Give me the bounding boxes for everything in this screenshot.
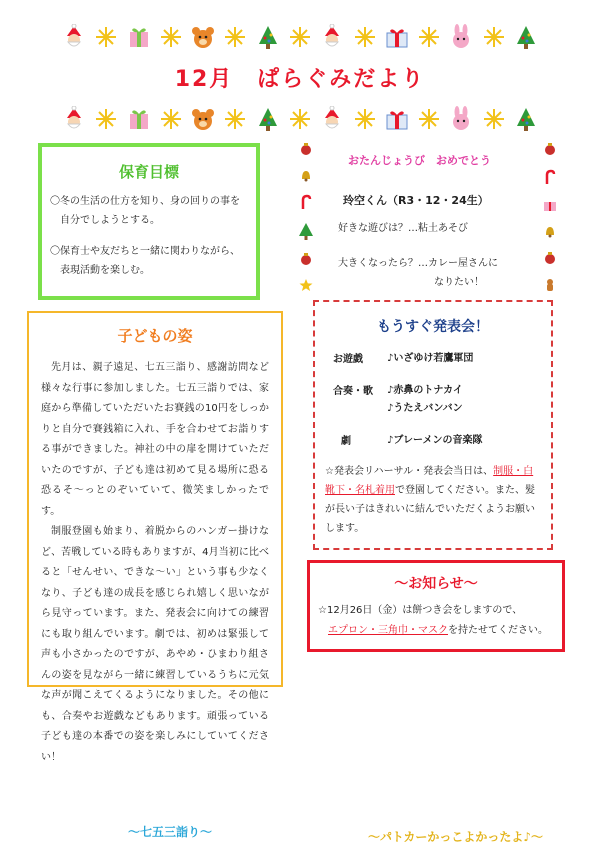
rabbit-icon <box>447 23 475 51</box>
program-item: ♪いざゆけ若鷹軍団 <box>387 353 474 364</box>
sparkle-icon <box>480 23 508 51</box>
gift-icon <box>543 198 557 212</box>
sparkle-icon <box>286 23 314 51</box>
goal-box <box>38 143 260 300</box>
birthday-heading: おたんじょうび おめでとう <box>348 154 491 167</box>
goal-item-2 <box>50 242 256 280</box>
recital-note-highlight: 制服・白靴下・名札着用 <box>325 466 534 496</box>
photo-caption-right: ～パトカーかっこよかったよ♪～ <box>368 830 544 844</box>
kids-box <box>27 311 283 763</box>
program-label: 劇 <box>341 436 351 447</box>
birthday-section <box>298 142 562 292</box>
goal-item-2-line-2: 表現活動を楽しむ。 <box>60 265 150 276</box>
decor-row-bottom <box>60 102 540 136</box>
bauble-icon <box>543 251 557 265</box>
sparkle-icon <box>351 105 379 133</box>
recital-note-text: ☆発表会リハーサル・発表会当日は、 <box>325 466 494 477</box>
santa-icon <box>318 23 346 51</box>
sparkle-icon <box>286 105 314 133</box>
tree-icon <box>254 105 282 133</box>
program-row <box>333 382 551 418</box>
gingerbread-icon <box>543 278 557 292</box>
tree-icon <box>298 222 314 240</box>
sparkle-icon <box>92 23 120 51</box>
birthday-question-1: 好きな遊びは？…粘土あそび <box>338 223 468 234</box>
gift-icon <box>125 23 153 51</box>
santa-icon <box>318 105 346 133</box>
sparkle-icon <box>480 105 508 133</box>
santa-icon <box>60 23 88 51</box>
candy-cane-icon <box>543 169 557 185</box>
sparkle-icon <box>415 105 443 133</box>
gift-icon <box>125 105 153 133</box>
notice-heading: ～お知らせ～ <box>394 576 478 592</box>
sparkle-icon <box>415 23 443 51</box>
page-title: 12月 ぱらぐみだより <box>174 67 426 92</box>
program-item: ♪うたえバンバン <box>387 403 463 414</box>
photo-caption-left: ～七五三詣り～ <box>128 825 213 839</box>
recital-note <box>325 462 541 538</box>
notice-line-2 <box>318 621 554 641</box>
program-item: ♪ブレーメンの音楽隊 <box>387 435 483 446</box>
star-icon <box>299 278 313 292</box>
recital-note-text-end: で登園してください。また、髪が長い子はきれいに結んでいただくようお願いします。 <box>325 485 535 534</box>
santa-icon <box>60 105 88 133</box>
present-icon <box>383 105 411 133</box>
goal-heading: 保育目標 <box>118 163 179 181</box>
recital-heading: もうすぐ発表会！ <box>377 319 489 335</box>
goal-item-1 <box>50 192 256 230</box>
notice-box <box>307 560 565 652</box>
kids-heading: 子どもの姿 <box>117 327 193 345</box>
bauble-icon <box>299 142 313 156</box>
birthday-question-2 <box>338 254 498 292</box>
present-icon <box>383 23 411 51</box>
program-row <box>333 350 551 368</box>
sparkle-icon <box>157 23 185 51</box>
bell-icon <box>299 168 313 182</box>
recital-box <box>313 300 553 550</box>
program-label: お遊戯 <box>333 354 363 365</box>
bell-icon <box>543 224 557 238</box>
program-row <box>341 432 551 450</box>
notice-highlight: エプロン・三角巾・マスク <box>328 625 448 636</box>
decor-row-top <box>60 20 540 54</box>
candy-cane-icon <box>299 194 313 210</box>
tree-icon <box>254 23 282 51</box>
tree-icon <box>512 23 540 51</box>
birthday-question-2-line-2: なりたい！ <box>434 277 484 288</box>
program-label: 合奏・歌 <box>333 386 373 397</box>
sparkle-icon <box>221 23 249 51</box>
notice-line-2-text: を持たせてください。 <box>448 625 548 636</box>
sparkle-icon <box>92 105 120 133</box>
sparkle-icon <box>221 105 249 133</box>
bauble-icon <box>543 142 557 156</box>
rabbit-icon <box>447 105 475 133</box>
program-item: ♪赤鼻のトナカイ <box>387 385 463 396</box>
sparkle-icon <box>351 23 379 51</box>
tree-icon <box>512 105 540 133</box>
bauble-icon <box>299 252 313 266</box>
birthday-question-2-line-1: 大きくなったら？…カレー屋さんに <box>338 258 498 269</box>
kids-paragraph-1: 先月は、親子遠足、七五三詣り、感謝訪問など様々な行事に参加しました。七五三詣りでは、家庭から準備していただいたお賽銭の10円をしっかりと自分で賽銭箱に入れ、手を合わせてお詣りする事ができました。神社の中の扉を開けていただいたのですが、子ども達は初めて見る場所に恐る恐るそ～っとのぞいていて、微笑ましかったです。 <box>41 362 269 517</box>
ornament-column-right <box>542 142 558 292</box>
sparkle-icon <box>157 105 185 133</box>
goal-item-1-line-2: 自分でしようとする。 <box>60 215 160 226</box>
ornament-column-left <box>298 142 314 292</box>
goal-item-2-line-1: 〇保育士や友だちと一緒に関わりながら、 <box>50 246 240 257</box>
bear-icon <box>189 23 217 51</box>
bear-icon <box>189 105 217 133</box>
notice-line-1: ☆12月26日（金）は餅つき会をしますので、 <box>318 605 523 616</box>
kids-paragraph-2: 制服登園も始まり、着脱からのハンガー掛けなど、苦戦している時もありますが、4月当初に比べると「せんせい、できな～い」という事も少なくなり、子ども達の成長を感じられ嬉しく思いながら見守っています。また、発表会に向けての練習にも取り組んでいます。劇では、初めは緊張して声も小さかったのですが、あやめ・ひまわり組さんの姿を見ながら一緒に練習しているうちに元気な声が聞こえてくるようになりました。その他にも、合奏やお遊戯などもあります。頑張っている子ども達の本番での姿を楽しみにしていてください！ <box>41 526 269 763</box>
goal-item-1-line-1: 〇冬の生活の仕方を知り、身の回りの事を <box>50 196 240 207</box>
birthday-child-name: 玲空くん（R3・12・24生） <box>343 194 489 207</box>
